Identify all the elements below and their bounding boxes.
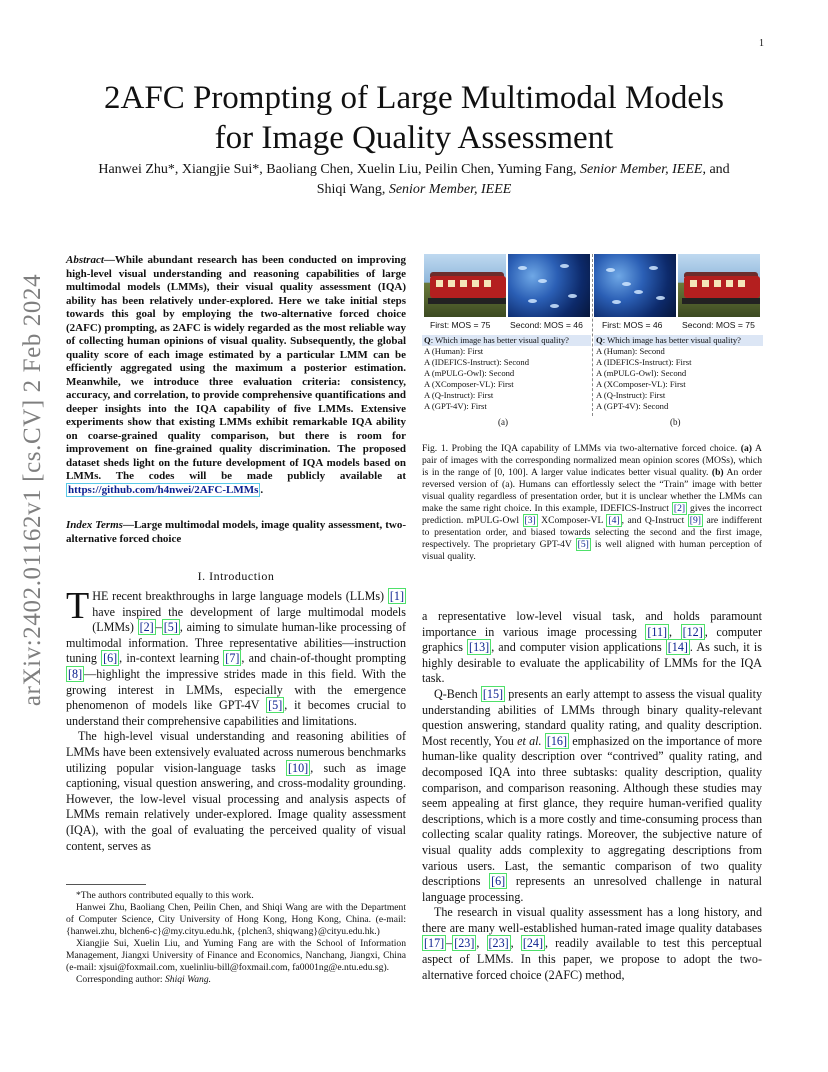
- index-terms-body: —Large multimodal models, image quality assessment, two-alternative forced choice: [66, 519, 406, 545]
- answer-row: A (Human): First: [424, 346, 484, 356]
- citation-link[interactable]: [5]: [268, 698, 283, 713]
- figure-1: [422, 254, 762, 430]
- footnote: Corresponding author:: [76, 974, 165, 985]
- answer-row: A (GPT-4V): Second: [596, 401, 669, 411]
- body-text: ,: [510, 936, 521, 951]
- train-image: [678, 254, 760, 317]
- answer-row: A (mPULG-Owl): Second: [596, 368, 687, 378]
- drop-cap: T: [66, 585, 90, 627]
- citation-link[interactable]: [12]: [682, 624, 703, 639]
- page-number: 1: [759, 38, 764, 49]
- author-title-2: Senior Member, IEEE: [388, 182, 512, 197]
- footnote: Hanwei Zhu, Baoliang Chen, Peilin Chen, and Shiqi Wang are with the Department of Computer Science, City University of Hong Kong, Hong Kong, China. (e-mail: {hanwei.zhu, blchen6-c}@my.cityu.edu.hk, {plchen3, shiqwang}@cityu.edu.hk.): [66, 902, 406, 937]
- subfigure-label: (b): [670, 417, 681, 427]
- question-row: [422, 335, 591, 346]
- mos-label: Second: MOS = 46: [510, 320, 583, 330]
- footnotes: [66, 890, 406, 986]
- question-label: Q: [424, 335, 431, 345]
- intro-text: , it becomes crucial to understand their comprehensive capabilities and limitations.: [66, 698, 406, 728]
- citation-link[interactable]: [3]: [524, 515, 536, 526]
- intro-text: , in-context learning: [119, 651, 224, 666]
- citation-link[interactable]: [10]: [288, 760, 309, 775]
- citation-link[interactable]: [5]: [577, 539, 589, 550]
- index-terms-label: Index Terms: [66, 519, 123, 531]
- section-heading: I. Introduction: [197, 569, 275, 583]
- subfigure-label: (a): [498, 417, 508, 427]
- body-text: . As such, it is highly desirable to evaluate the applicability of LMMs for the IQA task.: [422, 640, 762, 686]
- citation-link[interactable]: [5]: [163, 620, 178, 635]
- mos-label: First: MOS = 46: [602, 320, 663, 330]
- caption-text: Fig. 1. Probing the IQA capability of LMMs via two-alternative forced choice.: [422, 443, 741, 454]
- citation-link[interactable]: [24]: [522, 936, 543, 951]
- citation-link[interactable]: [6]: [491, 874, 506, 889]
- intro-column: [66, 585, 407, 854]
- question-row: [594, 335, 763, 346]
- mos-label: Second: MOS = 75: [682, 320, 755, 330]
- answer-row: A (GPT-4V): First: [424, 401, 487, 411]
- fish-image: [594, 254, 676, 317]
- citation-link[interactable]: [2]: [139, 620, 154, 635]
- body-text: ,: [669, 624, 681, 639]
- train-image: [424, 254, 506, 317]
- answer-row: A (XComposer-VL): First: [424, 379, 514, 389]
- body-text: Q-Bench: [434, 686, 481, 701]
- answer-row: A (Q-Instruct): First: [424, 390, 494, 400]
- intro-text: , aiming to simulate human-like processing of multimodal information. Three representative abilities—instruction tuning: [66, 620, 406, 666]
- fish-image: [508, 254, 590, 317]
- right-column: [422, 609, 762, 983]
- citation-link[interactable]: [23]: [454, 936, 475, 951]
- authors-and: , and: [702, 162, 730, 177]
- intro-text: HE recent breakthroughs in large language models (LLMs): [92, 589, 388, 603]
- footnote: *The authors contributed equally to this work.: [76, 890, 254, 901]
- abstract-body: —While abundant research has been conducted on improving high-level visual understanding and reasoning capabilities of large multimodal models (LMMs), their visual quality assessment (IQA) ability has been relatively under-explored. Here we take initial steps towards this goal by employing the two-alternative forced choice (2AFC) prompting, as 2AFC is widely regarded as the most reliable way of collecting human opinions of visual quality. Subsequently, the global quality score of each image estimated by a particular LMM can be efficiently aggregated using the maximum a posterior estimation. Meanwhile, we introduce three evaluation criteria: consistency, accuracy, and correlation, to provide comprehensive quantifications and deeper insights into the IQA capability of five LMMs. Extensive experiments show that existing LMMs exhibit remarkable IQA ability on coarse-grained quality comparison, but there is room for improvement on fine-grained quality discrimination. The proposed dataset sheds light on the future development of IQA models based on LMMs. The codes will be made publicly available at: [66, 254, 406, 482]
- body-text: a representative low-level visual task, and holds paramount importance in various image processing: [422, 609, 762, 639]
- citation-link[interactable]: [14]: [667, 640, 688, 655]
- body-text: , computer graphics: [422, 624, 762, 655]
- citation-link[interactable]: [17]: [424, 936, 445, 951]
- caption-text: , and Q-Instruct: [621, 515, 688, 526]
- question-text: : Which image has better visual quality?: [430, 335, 569, 345]
- caption-text: A pair of images with the corresponding normalized mean opinion scores (MOSs), which is in the range of [0, 100]. A larger value indicates better visual quality.: [422, 443, 762, 478]
- caption-text: gives the incorrect prediction. mPULG-Owl: [422, 503, 762, 526]
- intro-text: , such as image captioning, visual question answering, and cross-modality grounding. However, the low-level visual processing and analysis aspects of LMMs remain relatively under-explored. Image quality assessment (IQA), with the goal of evaluating the perceived quality of visual content, serves as: [66, 760, 407, 853]
- intro-text: have inspired the development of large multimodal models (LMMs): [92, 604, 406, 635]
- citation-link[interactable]: [6]: [103, 651, 118, 666]
- body-text: emphasized on the importance of more human-like quality description over “contrived” quality rating, and decomposed IQA into three subtasks: quality description, quality comparison, and comparison reasoning. Although these studies may seem appealing at first glance, they require human-verified quality descriptions, which is a more costly and time-consuming process than collecting scalar quality ratings. Moreover, the subjective nature of visual quality adds complexity to aggregating descriptions from various users. Last, the semantic comparison of two quality descriptions: [422, 733, 763, 889]
- intro-text: , and chain-of-thought prompting: [241, 651, 406, 666]
- footnote-rule: [66, 884, 146, 885]
- citation-link[interactable]: [8]: [68, 666, 83, 681]
- title-line-2: for Image Quality Assessment: [214, 120, 614, 156]
- citation-link[interactable]: [9]: [689, 515, 701, 526]
- arxiv-id: arXiv:2402.01162v1 [cs.CV] 2 Feb 2024: [19, 273, 46, 707]
- body-text: The research in visual quality assessment has a long history, and there are many well-established human-rated image quality databases: [422, 905, 762, 935]
- abstract-label: Abstract: [66, 254, 104, 266]
- citation-link[interactable]: [2]: [673, 503, 686, 514]
- caption-tag: (a): [740, 443, 752, 454]
- intro-text: The high-level visual understanding and reasoning abilities of LMMs have been extensively evaluated across numerous benchmarks utilizing popular vision-language tasks: [66, 729, 406, 775]
- question-text: : Which image has better visual quality?: [602, 335, 741, 345]
- citation-link[interactable]: [7]: [225, 651, 240, 666]
- answer-row: A (Human): Second: [596, 346, 665, 356]
- index-terms: [66, 519, 406, 546]
- intro-text: —highlight the impressive strides made in this field. With the growing interest in LMMs, especially with the emergence phenomenon of models like GPT-4V: [66, 666, 406, 713]
- figure-divider: [592, 254, 593, 416]
- author-title: Senior Member, IEEE: [579, 162, 703, 177]
- answer-row: A (XComposer-VL): First: [596, 379, 686, 389]
- code-link[interactable]: https://github.com/h4nwei/2AFC-LMMs: [68, 483, 259, 496]
- title-line-1: 2AFC Prompting of Large Multimodal Models: [104, 80, 724, 116]
- body-text: represents an unresolved challenge in natural language processing.: [422, 874, 762, 904]
- body-text: –: [446, 936, 453, 951]
- body-text: , and computer vision applications: [491, 640, 666, 655]
- citation-link[interactable]: [16]: [546, 733, 567, 748]
- authors-text: Hanwei Zhu*, Xiangjie Sui*, Baoliang Chen, Xuelin Liu, Peilin Chen, Yuming Fang,: [98, 162, 580, 177]
- citation-link[interactable]: [15]: [482, 686, 504, 701]
- citation-link[interactable]: [11]: [647, 624, 668, 639]
- answer-row: A (IDEFICS-Instruct): First: [596, 357, 692, 367]
- citation-link[interactable]: [23]: [488, 936, 509, 951]
- citation-link[interactable]: [13]: [469, 640, 490, 655]
- corresponding-author: Shiqi Wang.: [165, 974, 212, 985]
- body-text: ,: [476, 936, 487, 951]
- abstract-end: .: [260, 483, 264, 496]
- citation-link[interactable]: [1]: [389, 589, 404, 603]
- answer-row: A (IDEFICS-Instruct): Second: [424, 357, 530, 367]
- authors-text-2: Shiqi Wang,: [316, 182, 389, 197]
- paper-title: [40, 78, 788, 158]
- body-text: , readily available to test this perceptual aspect of LMMs. In this paper, we propose to adopt the two-alternative forced choice (2AFC) method,: [422, 936, 763, 982]
- body-text: et al.: [517, 733, 542, 748]
- caption-text: are indifferent to presentation order, and biased towards selecting the second and the first image, respectively. The proprietary GPT-4V: [422, 515, 762, 550]
- mos-label: First: MOS = 75: [430, 320, 491, 330]
- caption-tag: (b): [711, 467, 724, 478]
- question-label: Q: [596, 335, 603, 345]
- answer-row: A (mPULG-Owl): Second: [424, 368, 515, 378]
- citation-link[interactable]: [4]: [608, 515, 620, 526]
- caption-text: An order reversed version of (a). Humans can effortlessly select the “Train” image with better visual quality regardless of presentation order, but it is unclear whether the LMMs can make the same right choice. In this example, IDEFICS-Instruct: [422, 467, 762, 514]
- arxiv-watermark: [4, 273, 62, 707]
- intro-text: –: [155, 620, 162, 635]
- author-list: [55, 160, 773, 200]
- body-text: presents an early attempt to assess the visual quality understanding abilities of LMMs through binary quality-relevant question answering, standard quality rating, and quality description. Most recently, You: [422, 686, 762, 748]
- caption-text: XComposer-VL: [537, 515, 607, 526]
- abstract: [66, 254, 406, 497]
- footnote: Xiangjie Sui, Xuelin Liu, and Yuming Fang are with the School of Information Management, Jiangxi University of Finance and Economics, Nanchang, Jiangxi, China (e-mail: xjsui@foxmail.com, xuelinliu-bill@foxmail.com, fa0001ng@e.ntu.edu.sg).: [66, 938, 406, 973]
- figure-caption: [422, 443, 762, 563]
- caption-text: is well aligned with human perception of visual quality.: [422, 539, 762, 562]
- answer-row: A (Q-Instruct): First: [596, 390, 666, 400]
